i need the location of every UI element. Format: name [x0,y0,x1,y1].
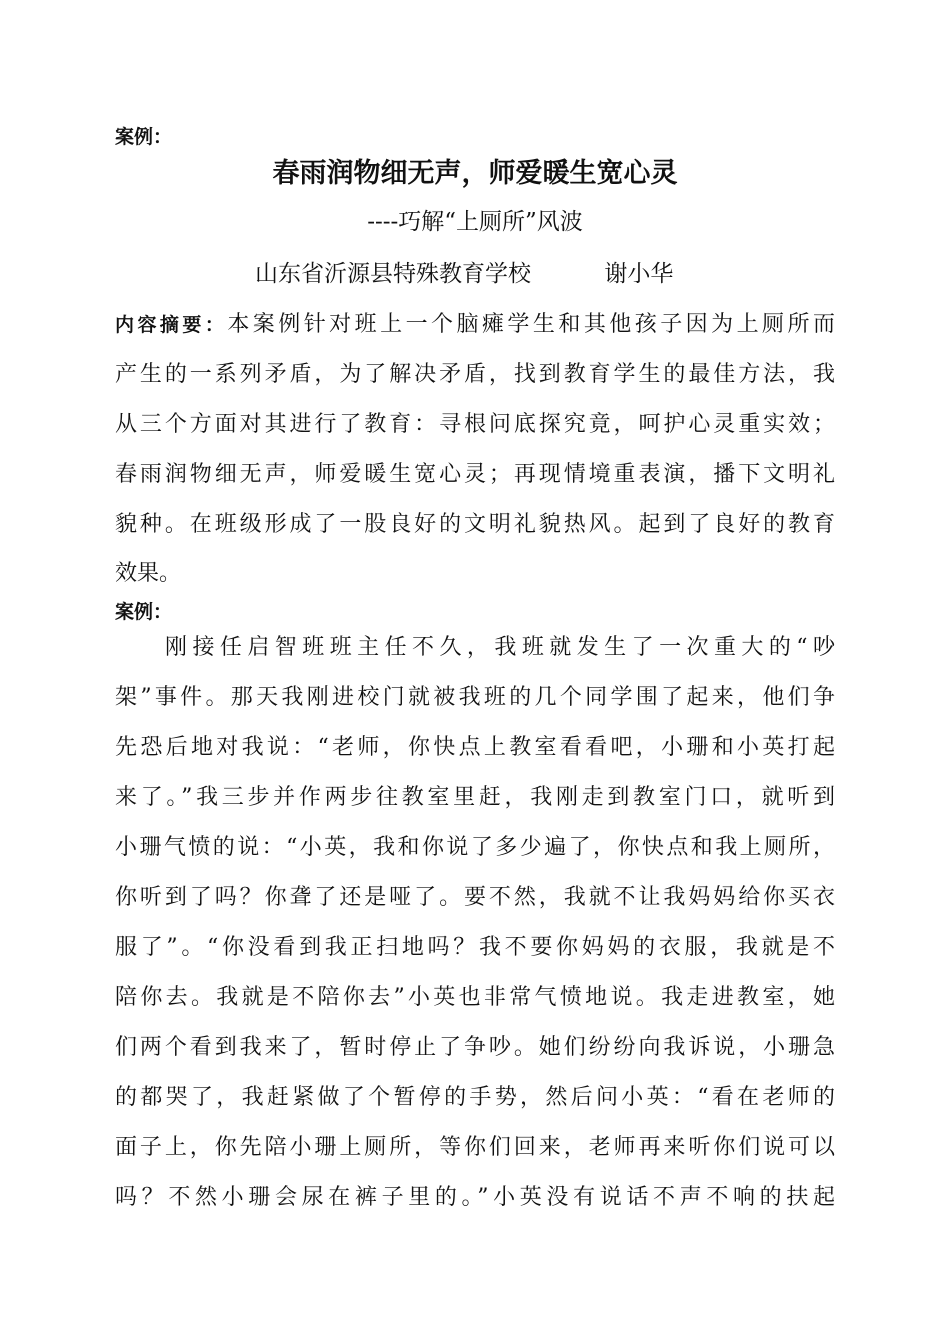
body-line: 陪你去。我就是不陪你去”小英也非常气愤地说。我走进教室，她 [115,985,835,1010]
body-line: 小珊气愤的说：“小英，我和你说了多少遍了，你快点和我上厕所， [115,835,835,860]
document-title: 春雨润物细无声，师爱暖生宽心灵 [272,158,678,189]
body-line: 们两个看到我来了，暂时停止了争吵。她们纷纷向我诉说，小珊急 [115,1035,835,1060]
body-line: 你听到了吗？你聋了还是哑了。要不然，我就不让我妈妈给你买衣 [115,885,835,910]
body-line: 面子上，你先陪小珊上厕所，等你们回来，老师再来听你们说可以 [115,1135,835,1160]
abstract-line: 春雨润物细无声，师爱暖生宽心灵；再现情境重表演，播下文明礼 [115,462,835,487]
abstract-lead: 内容摘要： [115,314,228,336]
body-line: 服了”。“你没看到我正扫地吗？我不要你妈妈的衣服，我就是不 [115,935,835,960]
body-line: 的都哭了，我赶紧做了个暂停的手势，然后问小英：“看在老师的 [115,1085,835,1110]
abstract-text: 本案例针对班上一个脑瘫学生和其他孩子因为上厕所而 [227,312,835,337]
author-line [255,258,673,290]
abstract-line: 貌种。在班级形成了一股良好的文明礼貌热风。起到了良好的教育 [115,512,835,537]
body-line: 先恐后地对我说：“老师，你快点上教室看看吧，小珊和小英打起 [115,735,835,760]
abstract-line: 效果。 [115,561,182,586]
abstract-line [115,309,835,341]
body-line: 来了。”我三步并作两步往教室里赶，我刚走到教室门口，就听到 [115,785,835,810]
document-subtitle: ----巧解“上厕所”风波 [367,209,583,235]
abstract-line: 产生的一系列矛盾，为了解决矛盾，找到教育学生的最佳方法，我 [115,362,835,387]
abstract-line: 从三个方面对其进行了教育：寻根问底探究竟，呵护心灵重实效； [115,412,835,437]
case-label: 案例： [115,601,173,623]
school-name: 山东省沂源县特殊教育学校 [255,261,531,287]
body-line: 刚接任启智班班主任不久，我班就发生了一次重大的“吵 [165,635,835,660]
body-line: 吗？不然小珊会尿在裤子里的。”小英没有说话不声不响的扶起 [115,1185,835,1210]
author-name: 谢小华 [604,261,674,287]
body-line: 架”事件。那天我刚进校门就被我班的几个同学围了起来，他们争 [115,685,835,710]
case-label-top: 案例： [115,126,173,148]
